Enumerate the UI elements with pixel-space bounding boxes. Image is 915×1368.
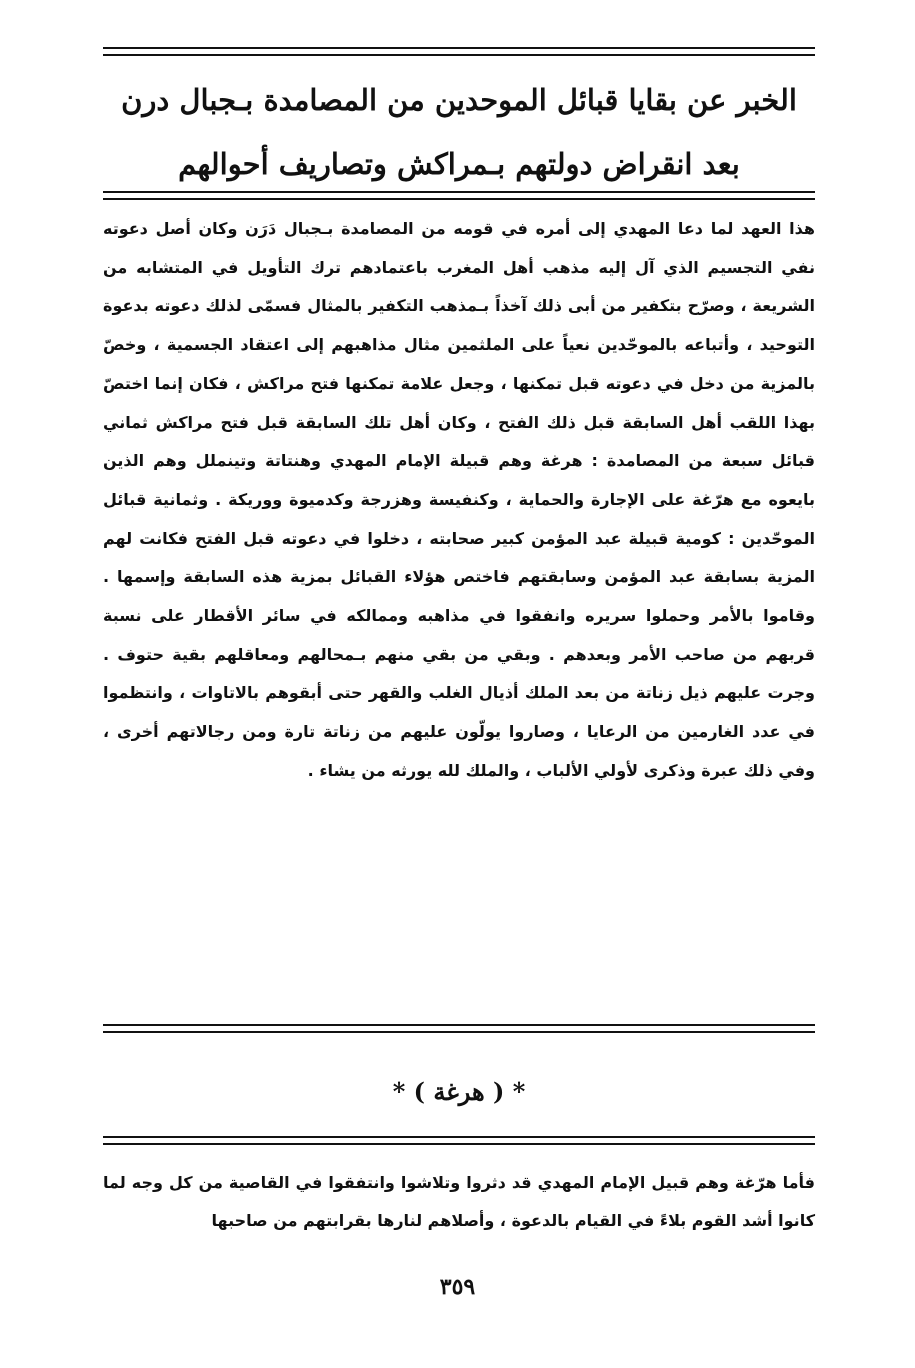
heading-bottom-double-rule xyxy=(103,191,815,200)
top-double-rule xyxy=(103,47,815,56)
section-title: * ( هرغة ) * xyxy=(392,1077,526,1106)
chapter-heading xyxy=(103,68,815,196)
chapter-heading-line-2: بعد انقراض دولتهم بـمراكش وتصاريف أحوالهم xyxy=(178,147,740,181)
chapter-heading-line-1: الخبر عن بقايا قبائل الموحدين من المصامدة بـجبال درن xyxy=(121,83,797,117)
section-top-double-rule xyxy=(103,1024,815,1033)
page-number: ٣٥٩ xyxy=(439,1274,476,1300)
main-paragraph: هذا العهد لما دعا المهدي إلى أمره في قومه من المصامدة بـجبال دَرَن وكان أصل دعوته نفي التجسيم الذي آل إليه مذهب أهل المغرب باعتمادهم ترك التأويل في المتشابه من الشريعة ، وصرّح بتكفير من أبى ذلك آخذاً بـمذهب التكفير بالمثال فسمّى لذلك دعوته بدعوة التوحيد ، وأتباعه بالموحّدين نعياً على الملثمين مثال مذاهبهم إلى اعتقاد الجسمية ، وخصّ بالمزية من دخل في دعوته قبل تمكنها ، وجعل علامة تمكنها فتح مراكش ، فكان إنما اختصّ بهذا اللقب أهل السابقة قبل ذلك الفتح ، وكان أهل تلك السابقة قبل فتح مراكش ثماني قبائل سبعة من المصامدة : هرغة وهم قبيلة الإمام المهدي وهنتاتة وتينملل وهم الذين بايعوه مع هرّغة على الإجارة والحماية ، وكنفيسة وهزرجة وكدميوة ووريكة . وثمانية قبائل الموحّدين : كومية قبيلة عبد المؤمن كبير صحابته ، دخلوا في دعوته قبل الفتح فكانت لهم المزية بسابقة عبد المؤمن وسابقتهم فاختص هؤلاء القبائل بمزية هذه السابقة وإسمها . وقاموا بالأمر وحملوا سريره وانفقوا في مذاهبه وممالكه في سائر الأقطار على نسبة قربهم من صاحب الأمر وبعدهم . وبقي من بقي منهم بـمحالهم ومعاقلهم بقية حتوف . وجرت عليهم ذيل زناتة من بعد الملك أذيال الغلب والقهر حتى أبقوهم بالاتاوات ، وانتظموا في عدد الغارمين من الرعايا ، وصاروا يولّون عليهم من زناتة تارة ومن رجالاتهم أخرى ، وفي ذلك عبرة وذكرى لأولي الألباب ، والملك لله يورثه من يشاء . xyxy=(103,219,815,780)
second-paragraph: فأما هرّغة وهم قبيل الإمام المهدي قد دثروا وتلاشوا وانتفقوا في القاصية من كل وجه لما كانوا أشد القوم بلاءً في القيام بالدعوة ، وأصلاهم لنارها بقرابتهم من صاحبها xyxy=(103,1173,815,1230)
section-bottom-double-rule xyxy=(103,1136,815,1145)
